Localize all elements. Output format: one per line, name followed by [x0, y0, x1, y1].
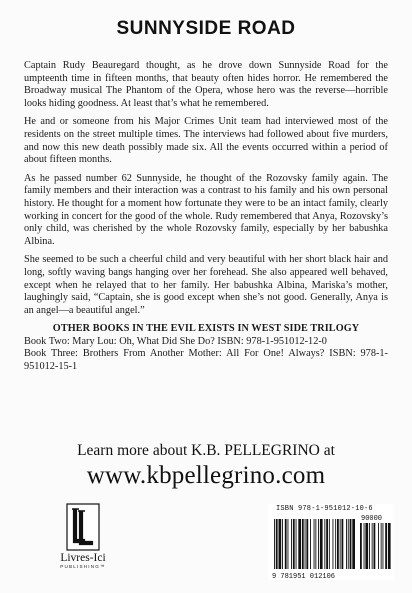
barcode-bar: [340, 519, 341, 569]
publisher-emblem-icon: [66, 503, 100, 551]
synopsis: [24, 60, 388, 374]
barcode-bar: [288, 519, 289, 569]
addon-bar: [360, 523, 362, 569]
barcode-bar: [320, 519, 323, 569]
barcode-bar: [346, 519, 347, 569]
author-website: www.kbpellegrino.com: [86, 462, 326, 489]
learn-more-text: Learn more about K.B. PELLEGRINO at: [77, 442, 335, 459]
barcode-bar: [306, 519, 308, 569]
barcode-bar: [352, 519, 355, 569]
barcode-bar: [310, 519, 311, 569]
barcode-bar: [315, 519, 316, 569]
publisher-logo: [40, 503, 126, 585]
publisher-name: Livres-Ici: [60, 552, 106, 564]
synopsis-paragraph: As he passed number 62 Sunnyside, he thought of the Rozovsky family again. The family members and their interaction was a contrast to his family and his own personal history. He thought for a moment how fortunate they were to be an intact family, clearly working in concert for the good of the whole. Rudy remembered that Anya, Rozovsky’s only child, was cherished by the whole Rozovsky family, especially by her babushka Albina.: [24, 172, 388, 247]
synopsis-paragraph: He and or someone from his Major Crimes Unit team had interviewed most of the residents on the street multiple times. The interviews had followed about five murders, and now this new death possibly made six. All the events occurred within a period of about fifteen months.: [24, 116, 388, 166]
barcode-digits: 9 781951 012106: [272, 573, 336, 579]
addon-bar: [385, 523, 387, 569]
barcode-bar: [326, 519, 328, 569]
addon-bar: [378, 523, 379, 569]
barcode-bar: [318, 519, 319, 569]
barcode-bar: [298, 519, 301, 569]
barcode-bar: [285, 519, 287, 569]
synopsis-paragraph: She seemed to be such a cheerful child and very beautiful with her short black hair and long, softly waving bangs hanging over her forehead. She also appeared well behaved, except when he relayed that to her family. Her babushka Albina, Mariska’s mother, laughingly said, “Captain, she is good except when she’s not good. Generally, Anya is an angel—a beautiful angel.”: [24, 254, 388, 316]
addon-bar: [372, 523, 373, 569]
synopsis-paragraph: Captain Rudy Beauregard thought, as he drove down Sunnyside Road for the umpteenth time in fifteen months, that beauty often hides horror. He remembered the Broadway musical The Phantom of the Opera, whose hero was the reverse—horrible looks hiding goodness. At least that’s what he remembered.: [24, 60, 388, 109]
barcode-bar: [350, 519, 352, 569]
barcode-bar: [279, 519, 282, 569]
barcode-bar: [302, 519, 304, 569]
barcode-bar: [291, 519, 292, 569]
barcode-bar: [276, 519, 278, 569]
addon-bar: [374, 523, 376, 569]
barcode-bar: [335, 519, 336, 569]
series-heading: OTHER BOOKS IN THE EVIL EXISTS IN WEST SIDE TRILOGY: [52, 323, 360, 335]
publisher-tagline: PUBLISHING™: [60, 564, 106, 569]
book-title: SUNNYSIDE ROAD: [116, 18, 296, 39]
addon-bar: [381, 523, 382, 569]
addon-bar: [365, 523, 368, 569]
barcode-bar: [342, 519, 344, 569]
barcode-bar: [296, 519, 297, 569]
series-book-three: Book Three: Brothers From Another Mother: All For One! Always? ISBN: 978-1-951012-15-1: [24, 348, 388, 373]
series-book-two: Book Two: Mary Lou: Oh, What Did She Do? ISBN: 978-1-951012-12-0: [24, 335, 327, 347]
barcode-bar: [282, 519, 283, 569]
addon-bar: [383, 523, 384, 569]
addon-bar: [388, 523, 391, 569]
barcode-bar: [333, 519, 334, 569]
barcode-bar: [305, 519, 306, 569]
barcode-bar: [324, 519, 325, 569]
barcode-bar: [329, 519, 330, 569]
barcode-bar: [293, 519, 295, 569]
price-code: 90000: [361, 515, 383, 523]
barcode-bar: [337, 519, 339, 569]
barcode-bar: [348, 519, 349, 569]
barcode-bar: [274, 519, 275, 569]
isbn-label: ISBN 978-1-951012-10-6: [276, 505, 373, 513]
barcode-bar: [314, 519, 315, 569]
addon-bar: [369, 523, 370, 569]
barcode-icon: [270, 517, 394, 579]
addon-bar: [364, 523, 365, 569]
